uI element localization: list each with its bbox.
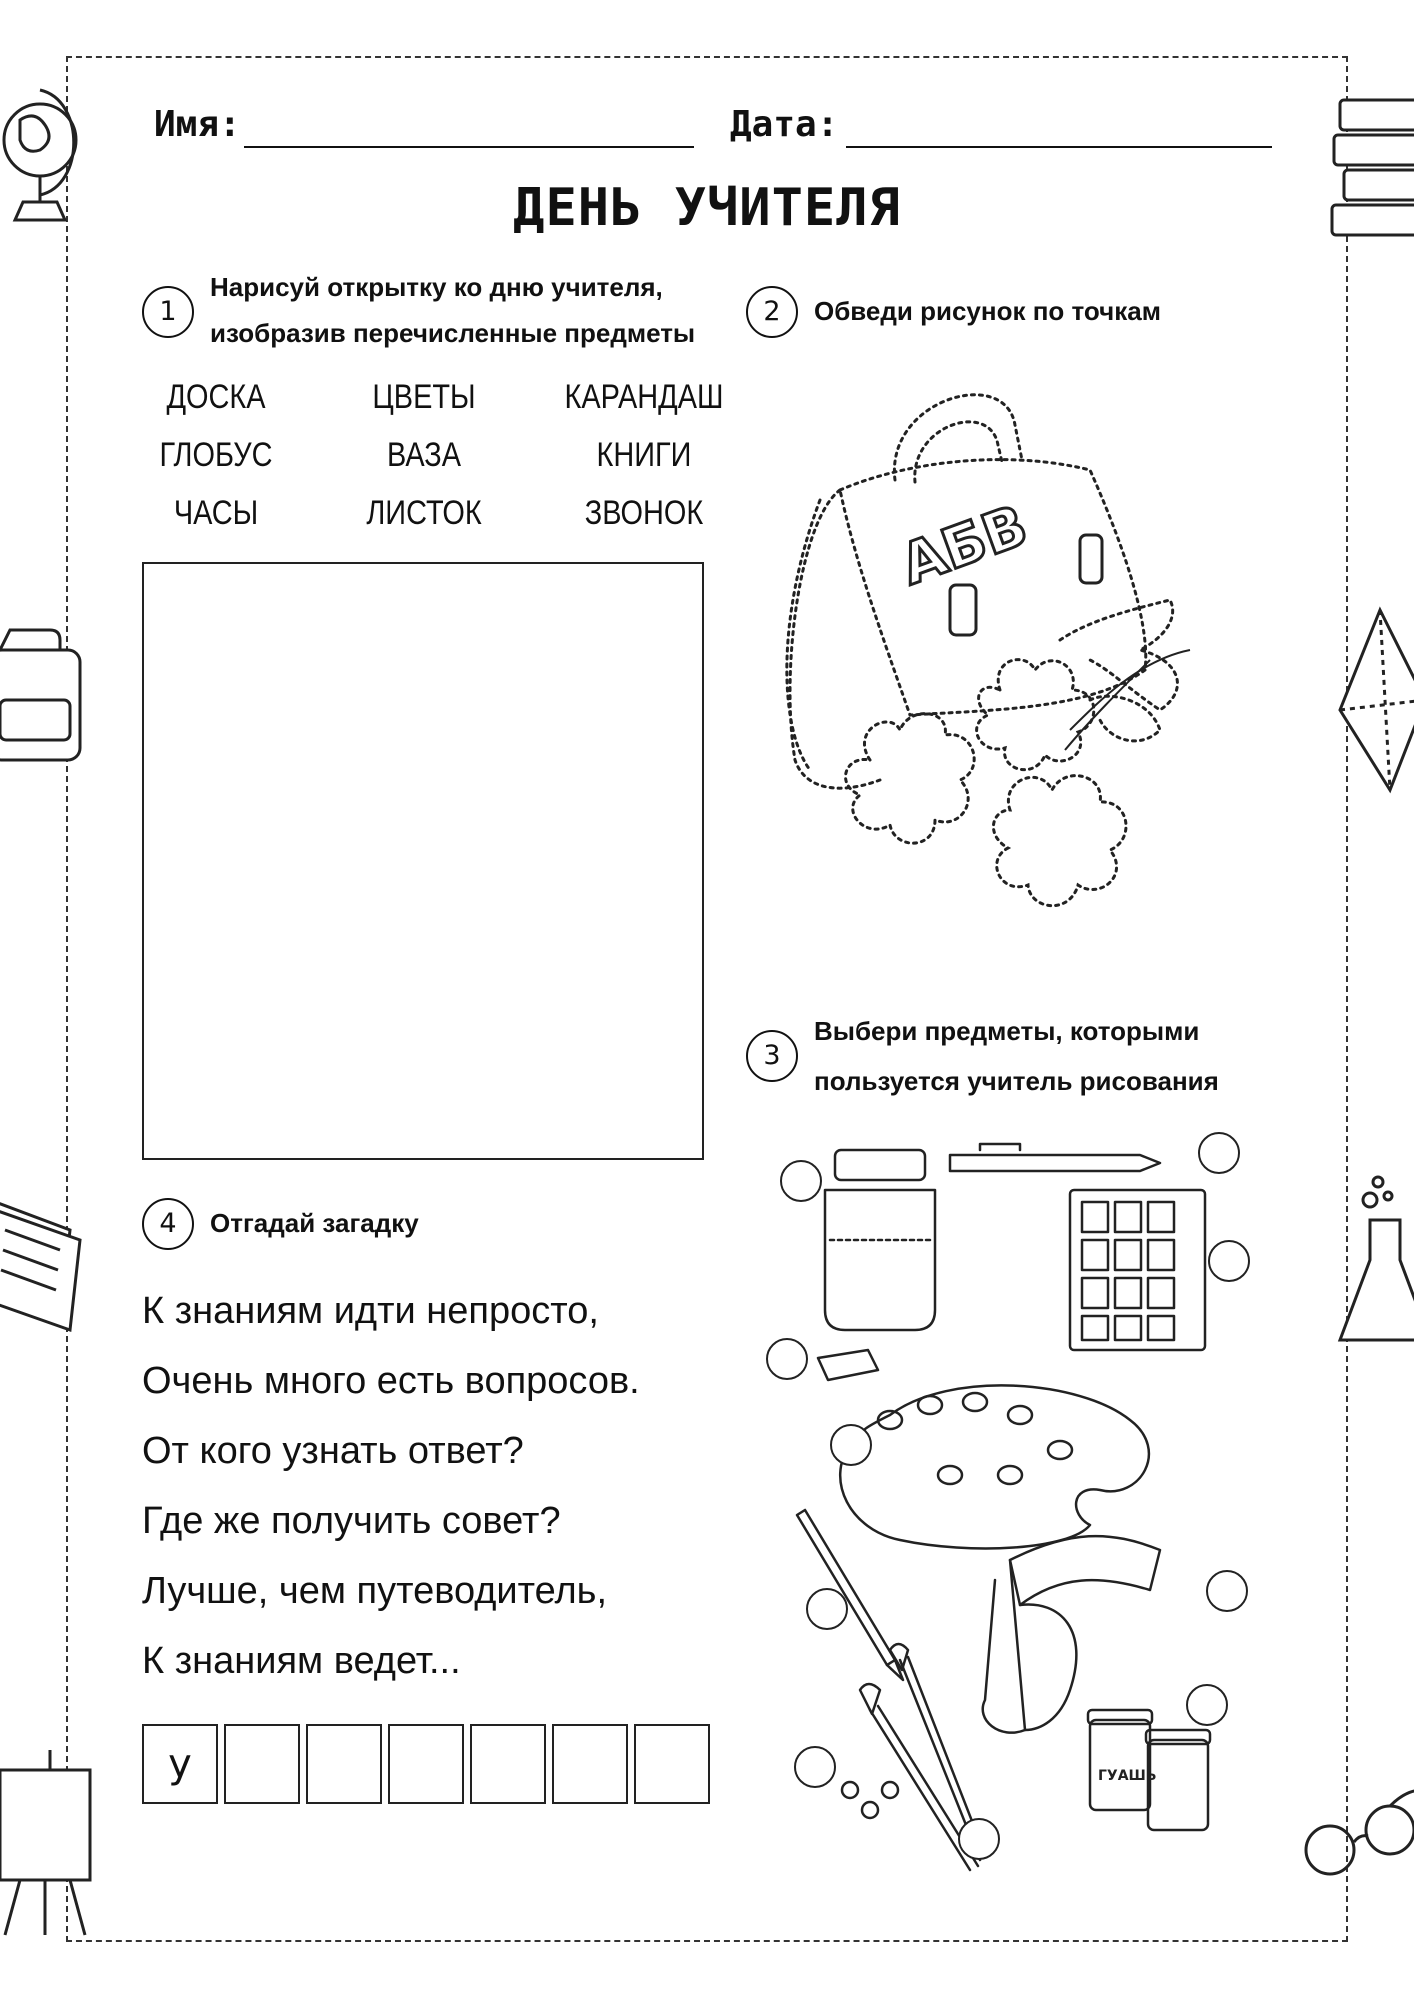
word-item: ДОСКА xyxy=(166,378,266,416)
easel-icon xyxy=(0,1740,100,1940)
art-supplies-illustration xyxy=(770,1130,1260,1870)
riddle-line: Очень много есть вопросов. xyxy=(142,1360,640,1402)
task2-number: 2 xyxy=(746,286,798,338)
word-item: ЛИСТОК xyxy=(366,494,482,532)
papers-icon xyxy=(0,1190,100,1340)
word-item: ВАЗА xyxy=(386,436,462,474)
choice-circle[interactable] xyxy=(958,1818,1000,1860)
paint-jar-label: ГУАШЬ xyxy=(1098,1768,1157,1784)
answer-cell[interactable] xyxy=(552,1724,628,1804)
answer-cell[interactable] xyxy=(634,1724,710,1804)
drawing-area[interactable] xyxy=(142,562,704,1160)
task3-text-line1: Выбери предметы, которыми xyxy=(814,1016,1200,1046)
answer-cell[interactable] xyxy=(224,1724,300,1804)
glasses-icon xyxy=(1300,1770,1414,1890)
task4-text: Отгадай загадку xyxy=(210,1208,419,1238)
globe-icon xyxy=(0,70,80,240)
page-title: ДЕНЬ УЧИТЕЛЯ xyxy=(513,178,901,238)
task4-number: 4 xyxy=(142,1198,194,1250)
word-item: КАРАНДАШ xyxy=(564,378,724,416)
answer-cell[interactable]: у xyxy=(142,1724,218,1804)
riddle-line: К знаниям ведет... xyxy=(142,1640,461,1682)
name-field[interactable] xyxy=(244,146,694,148)
choice-circle[interactable] xyxy=(766,1338,808,1380)
answer-cell[interactable] xyxy=(306,1724,382,1804)
flask-icon xyxy=(1330,1170,1414,1370)
word-item: ГЛОБУС xyxy=(159,436,273,474)
word-item: ЧАСЫ xyxy=(173,494,259,532)
schoolbag-icon xyxy=(0,610,96,770)
answer-cell[interactable] xyxy=(470,1724,546,1804)
riddle-line: Лучше, чем путеводитель, xyxy=(142,1570,608,1612)
task1-text-line1: Нарисуй открытку ко дню учителя, xyxy=(210,272,663,302)
choice-circle[interactable] xyxy=(1208,1240,1250,1282)
date-label: Дата: xyxy=(730,104,839,145)
answer-cell[interactable] xyxy=(388,1724,464,1804)
pyramid-icon xyxy=(1330,600,1414,800)
task2-text: Обведи рисунок по точкам xyxy=(814,296,1161,326)
choice-circle[interactable] xyxy=(794,1746,836,1788)
choice-circle[interactable] xyxy=(1206,1570,1248,1612)
task3-number: 3 xyxy=(746,1030,798,1082)
choice-circle[interactable] xyxy=(806,1588,848,1630)
books-icon xyxy=(1330,90,1414,240)
date-field[interactable] xyxy=(846,146,1272,148)
riddle-line: К знаниям идти непросто, xyxy=(142,1290,599,1332)
task1-number: 1 xyxy=(142,286,194,338)
task3-text-line2: пользуется учитель рисования xyxy=(814,1066,1219,1096)
choice-circle[interactable] xyxy=(1186,1684,1228,1726)
bag-letters: АБВ xyxy=(892,493,1036,599)
choice-circle[interactable] xyxy=(1198,1132,1240,1174)
choice-circle[interactable] xyxy=(830,1424,872,1466)
riddle-line: От кого узнать ответ? xyxy=(142,1430,524,1472)
riddle-line: Где же получить совет? xyxy=(142,1500,561,1542)
task1-text-line2: изобразив перечисленные предметы xyxy=(210,318,696,348)
choice-circle[interactable] xyxy=(780,1160,822,1202)
dotted-backpack-illustration[interactable] xyxy=(760,370,1280,970)
name-label: Имя: xyxy=(154,104,241,145)
word-item: ЦВЕТЫ xyxy=(372,378,476,416)
word-item: КНИГИ xyxy=(596,436,692,474)
word-item: ЗВОНОК xyxy=(584,494,704,532)
